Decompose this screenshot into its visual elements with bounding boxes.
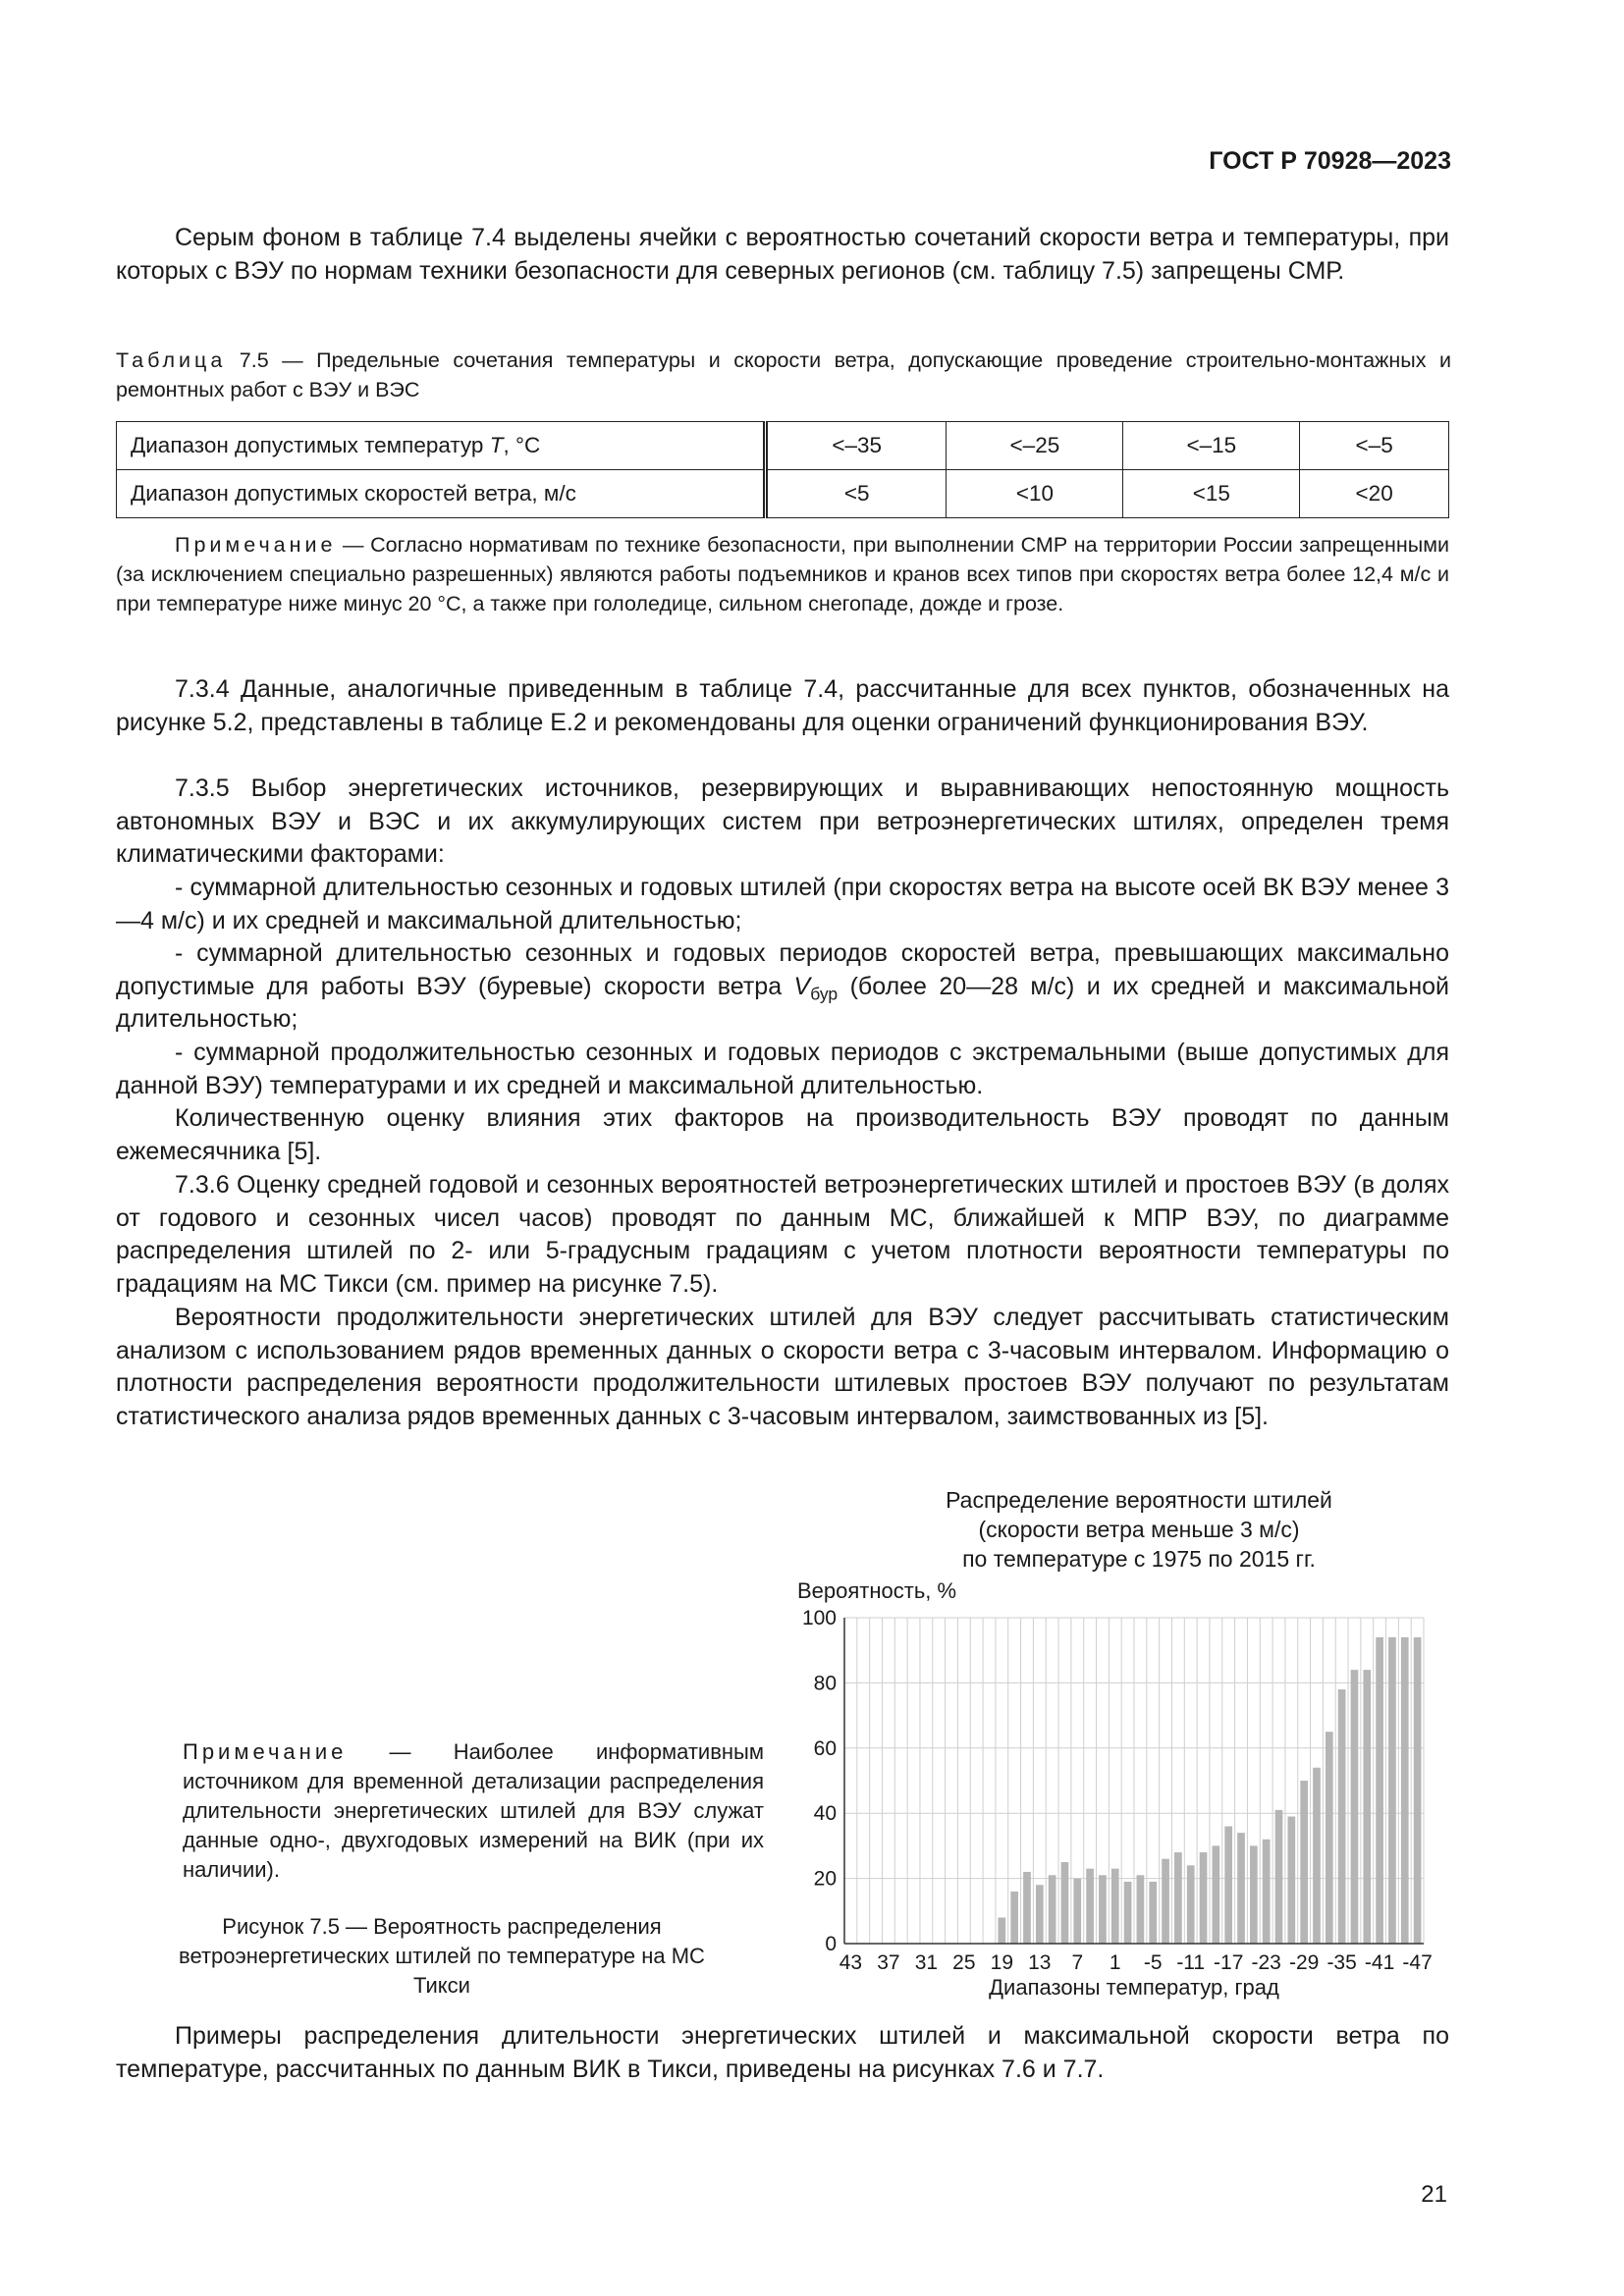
- chart-title-line: (скорости ветра меньше 3 м/с): [978, 1517, 1300, 1542]
- chart-x-axis-label: Диапазоны температур, град: [989, 1975, 1279, 2000]
- chart-bar: [1086, 1869, 1094, 1944]
- chart-x-tick-label: 31: [914, 1951, 939, 1974]
- chart-bar: [1010, 1892, 1018, 1944]
- chart-bar: [1376, 1637, 1383, 1944]
- chart-bar: [1036, 1885, 1044, 1944]
- chart-x-tick-label: 37: [877, 1951, 900, 1974]
- list-item: - суммарной длительностью сезонных и годовых периодов скоростей ветра, превышающих максимально допустимые для работы ВЭУ (буревые) скорости ветра $V_{бур}$ (более 20—28 м/с) и их средней и максимальной длительностью;: [116, 939, 1449, 1033]
- table-cell: <10: [947, 470, 1123, 518]
- table-note: [116, 530, 1449, 618]
- chart-x-tick-label: -11: [1176, 1951, 1206, 1974]
- chart-y-tick-label: 0: [825, 1933, 837, 1955]
- note-label: Примечание: [183, 1739, 348, 1764]
- chart-x-tick-label: -29: [1288, 1951, 1320, 1974]
- chart-x-tick-label: -47: [1402, 1951, 1433, 1974]
- paragraph-7-3-5: 7.3.5 Выбор энергетических источников, резервирующих и выравнивающих непостоянную мощность автономных ВЭУ и ВЭС и их аккумулирующих систем при ветроэнергетических штилях, определен тремя климатическими факторами:: [116, 774, 1449, 868]
- intro-paragraph: Серым фоном в таблице 7.4 выделены ячейки с вероятностью сочетаний скорости ветра и температуры, при которых с ВЭУ по нормам техники безопасности для северных регионов (см. таблицу 7.5) запрещены СМР.: [116, 224, 1449, 285]
- chart-x-tick-label: 7: [1071, 1951, 1084, 1974]
- chart-title-line: по температуре с 1975 по 2015 гг.: [962, 1546, 1316, 1572]
- chart-x-tick-label: 43: [839, 1951, 863, 1974]
- chart-y-tick-label: 20: [813, 1867, 837, 1891]
- chart-x-tick-label: -17: [1214, 1951, 1244, 1974]
- chart-title-line: Распределение вероятности штилей: [946, 1487, 1332, 1513]
- chart-y-axis-label: Вероятность, %: [797, 1578, 957, 1603]
- chart-bar: [998, 1917, 1005, 1944]
- chart-bar: [1099, 1875, 1107, 1944]
- chart-x-tick-label: -23: [1251, 1951, 1281, 1974]
- chart-bar: [1162, 1859, 1169, 1944]
- chart-bar: [1313, 1768, 1321, 1944]
- chart-bar: [1137, 1875, 1145, 1944]
- chart-bar: [1237, 1833, 1245, 1944]
- chart-bar: [1149, 1882, 1157, 1944]
- chart-bar: [1200, 1852, 1208, 1944]
- chart-y-tick-label: 80: [813, 1672, 837, 1695]
- chart-bar: [1111, 1869, 1119, 1944]
- table-caption-text: 7.5 — Предельные сочетания температуры и скорости ветра, допускающие проведение строительно-монтажных и ремонтных работ с ВЭУ и ВЭС: [116, 348, 1451, 401]
- chart-bar: [1275, 1810, 1283, 1944]
- figure-note: [183, 1737, 764, 1885]
- chart-bar: [1388, 1637, 1396, 1944]
- row-label-wind-speed: Диапазон допустимых скоростей ветра, м/с: [117, 470, 766, 518]
- document-header: ГОСТ Р 70928—2023: [1209, 147, 1451, 175]
- paragraph-quantitative: Количественную оценку влияния этих факторов на производительность ВЭУ проводят по данным ежемесячника [5].: [116, 1104, 1449, 1165]
- chart-bar: [1363, 1670, 1371, 1944]
- chart-bar: [1061, 1862, 1069, 1944]
- table-cell: <5: [766, 470, 947, 518]
- chart-x-tick-label: -41: [1364, 1951, 1395, 1974]
- chart-bar: [1263, 1840, 1271, 1944]
- chart-bar: [1023, 1872, 1031, 1944]
- calm-probability-chart: [785, 1480, 1453, 2001]
- note-text: — Согласно нормативам по технике безопасности, при выполнении СМР на территории России запрещенными (за исключением специально разрешенных) являются работы подъемников и кранов всех типов при скоростях ветра более 12,4 м/с и при температуре ниже минус 20 °С, а также при гололедице, сильном снегопаде, дожде и грозе.: [116, 533, 1449, 615]
- table-cell: <–5: [1300, 422, 1449, 470]
- table-cell: <15: [1123, 470, 1300, 518]
- table-cell: <–15: [1123, 422, 1300, 470]
- chart-y-tick-label: 60: [813, 1736, 837, 1760]
- table-row: [117, 422, 1449, 470]
- chart-bar: [1300, 1781, 1308, 1944]
- chart-x-tick-label: 13: [1028, 1951, 1052, 1974]
- list-item: - суммарной продолжительностью сезонных и годовых периодов с экстремальными (выше допустимых для данной ВЭУ) температурами и их средней и максимальной длительностью.: [116, 1039, 1449, 1099]
- table-7-5-caption: [116, 346, 1451, 404]
- paragraph-7-3-6: 7.3.6 Оценку средней годовой и сезонных вероятностей ветроэнергетических штилей и простоев ВЭУ (в долях от годового и сезонных чисел часов) проводят по данным МС, ближайшей к МПР ВЭУ, по диаграмме распределения штилей по 2- или 5-градусным градациям с учетом плотности вероятности температуры по градациям на МС Тикси (см. пример на рисунке 7.5).: [116, 1171, 1449, 1298]
- chart-bar: [1073, 1879, 1081, 1944]
- table-label: Таблица: [116, 348, 227, 372]
- chart-x-tick-label: 19: [990, 1951, 1014, 1974]
- chart-bar: [1124, 1882, 1132, 1944]
- table-cell: <–35: [766, 422, 947, 470]
- chart-y-tick-label: 40: [813, 1802, 837, 1826]
- chart-bar: [1351, 1670, 1359, 1944]
- chart-bar: [1174, 1852, 1182, 1944]
- chart-bar: [1414, 1637, 1422, 1944]
- chart-bar: [1326, 1732, 1333, 1944]
- chart-x-tick-label: 25: [952, 1951, 976, 1974]
- paragraph-7-3-4: 7.3.4 Данные, аналогичные приведенным в таблице 7.4, рассчитанные для всех пунктов, обозначенных на рисунке 5.2, представлены в таблице Е.2 и рекомендованы для оценки ограничений функционирования ВЭУ.: [116, 675, 1449, 736]
- chart-bar: [1213, 1845, 1220, 1944]
- chart-bar: [1187, 1865, 1195, 1944]
- chart-x-tick-label: -35: [1326, 1951, 1357, 1974]
- paragraph-final: Примеры распределения длительности энергетических штилей и максимальной скорости ветра по температуре, рассчитанных по данным ВИК в Тикси, приведены на рисунках 7.6 и 7.7.: [116, 2022, 1449, 2083]
- table-cell: <–25: [947, 422, 1123, 470]
- table-cell: <20: [1300, 470, 1449, 518]
- figure-caption: Рисунок 7.5 — Вероятность распределения ветроэнергетических штилей по температуре на МС Тикси: [179, 1914, 705, 1998]
- chart-bar: [1224, 1826, 1232, 1944]
- table-row: [117, 470, 1449, 518]
- row-label-temperature: Диапазон допустимых температур T, °С: [117, 422, 766, 470]
- chart-x-tick-label: -5: [1143, 1951, 1163, 1974]
- table-7-5: [116, 421, 1449, 518]
- paragraph-probability: Вероятности продолжительности энергетических штилей для ВЭУ следует рассчитывать статистическим анализом с использованием рядов временных данных о скорости ветра с 3-часовым интервалом. Информацию о плотности распределения вероятности продолжительности штилевых простоев ВЭУ получают по результатам статистического анализа рядов временных данных с 3-часовым интервалом, заимствованных из [5].: [116, 1304, 1449, 1430]
- list-item: - суммарной длительностью сезонных и годовых штилей (при скоростях ветра на высоте осей ВК ВЭУ менее 3—4 м/с) и их средней и максимальной длительностью;: [116, 874, 1449, 934]
- chart-bar: [1049, 1875, 1056, 1944]
- chart-bar: [1287, 1817, 1295, 1944]
- chart-x-tick-label: 1: [1109, 1951, 1121, 1974]
- chart-bar: [1250, 1845, 1258, 1944]
- page-number: 21: [1421, 2181, 1447, 2208]
- chart-y-tick-label: 100: [801, 1607, 837, 1629]
- note-text: — Наиболее информативным источником для временной детализации распределения длительности энергетических штилей для ВЭУ служат данные одно-, двухгодовых измерений на ВИК (при их наличии).: [183, 1739, 764, 1882]
- chart-bar: [1338, 1689, 1346, 1944]
- chart-bar: [1401, 1637, 1409, 1944]
- note-label: Примечание: [175, 533, 337, 557]
